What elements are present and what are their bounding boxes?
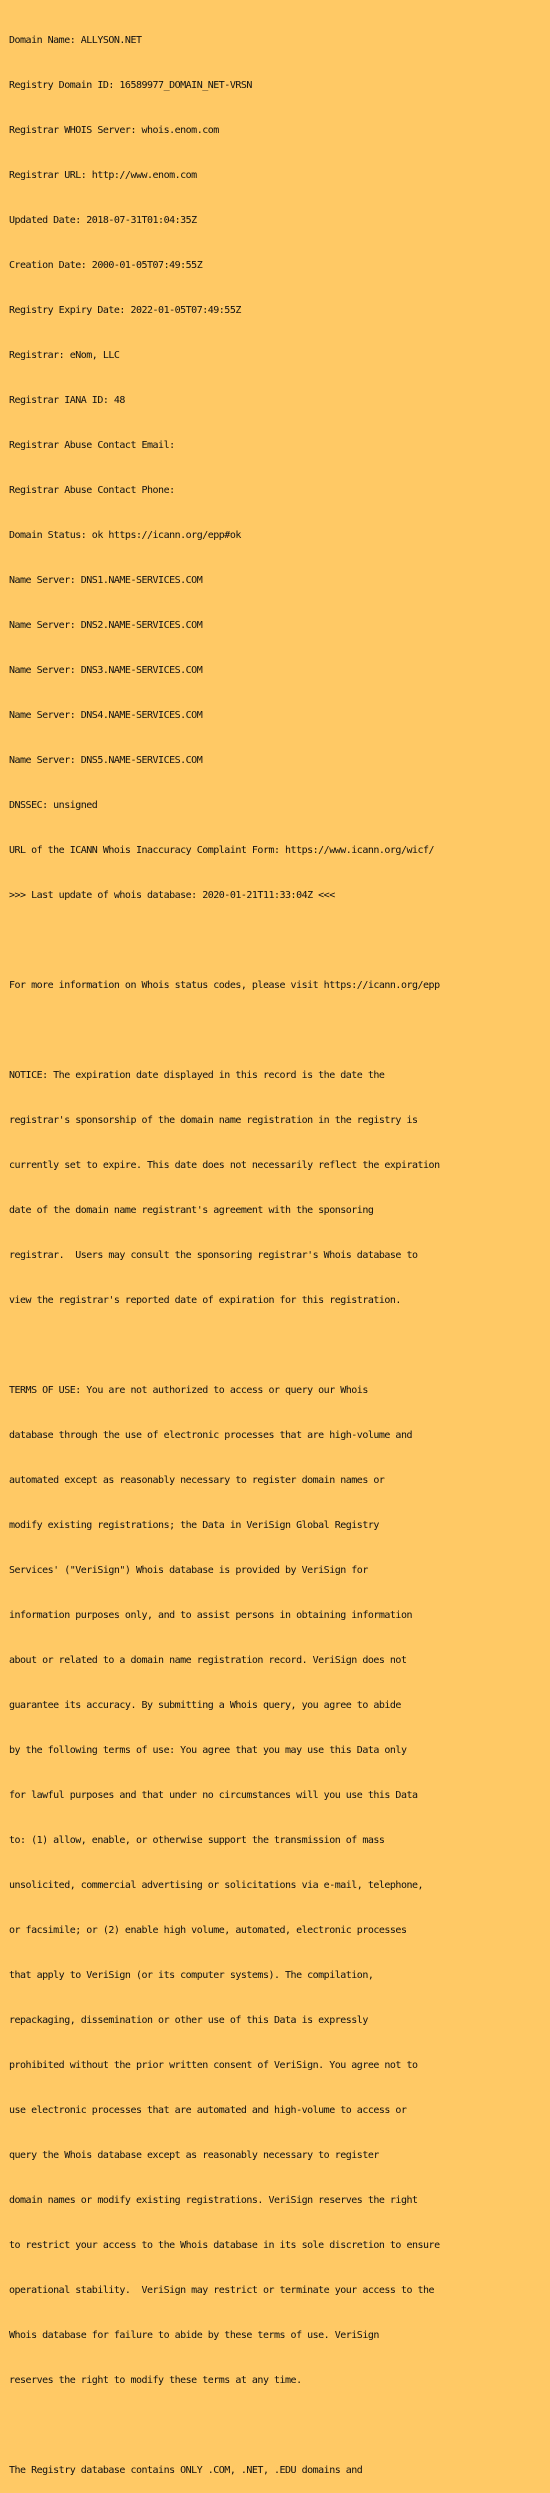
terms-of-use-line: that apply to VeriSign (or its computer systems). The compilation, [9, 1970, 374, 1981]
terms-of-use-line: reserves the right to modify these terms at any time. [9, 2375, 302, 2386]
terms-of-use-line: use electronic processes that are automated and high-volume to access or [9, 2105, 407, 2116]
registry-expiry-date-line: Registry Expiry Date: 2022-01-05T07:49:55Z [9, 305, 241, 316]
terms-of-use-line: modify existing registrations; the Data in VeriSign Global Registry [9, 1520, 379, 1531]
name-server-line: Name Server: DNS4.NAME-SERVICES.COM [9, 710, 203, 721]
creation-date-line: Creation Date: 2000-01-05T07:49:55Z [9, 260, 203, 271]
terms-of-use-line: to: (1) allow, enable, or otherwise support the transmission of mass [9, 1835, 385, 1846]
name-server-line: Name Server: DNS1.NAME-SERVICES.COM [9, 575, 203, 586]
updated-date-line: Updated Date: 2018-07-31T01:04:35Z [9, 215, 197, 226]
registrar-whois-server-line: Registrar WHOIS Server: whois.enom.com [9, 125, 219, 136]
blank-line [9, 1338, 550, 1353]
terms-of-use-line: operational stability. VeriSign may restrict or terminate your access to the [9, 2285, 435, 2296]
terms-of-use-line: about or related to a domain name registration record. VeriSign does not [9, 1655, 407, 1666]
terms-of-use-line: repackaging, dissemination or other use of this Data is expressly [9, 2015, 368, 2026]
status-codes-info-line: For more information on Whois status codes, please visit https://icann.org/epp [9, 980, 440, 991]
notice-line: currently set to expire. This date does not necessarily reflect the expiration [9, 1160, 440, 1171]
notice-line: date of the domain name registrant's agreement with the sponsoring [9, 1205, 374, 1216]
notice-line: registrar. Users may consult the sponsoring registrar's Whois database to [9, 1250, 418, 1261]
domain-name-line: Domain Name: ALLYSON.NET [9, 35, 142, 46]
terms-of-use-line: prohibited without the prior written consent of VeriSign. You agree not to [9, 2060, 418, 2071]
terms-of-use-line: TERMS OF USE: You are not authorized to access or query our Whois [9, 1385, 368, 1396]
registry-database-line: The Registry database contains ONLY .COM, .NET, .EDU domains and [9, 2465, 363, 2476]
registry-domain-id-line: Registry Domain ID: 16589977_DOMAIN_NET-VRSN [9, 80, 252, 91]
blank-line [9, 933, 550, 948]
terms-of-use-line: database through the use of electronic processes that are high-volume and [9, 1430, 412, 1441]
name-server-line: Name Server: DNS2.NAME-SERVICES.COM [9, 620, 203, 631]
blank-line [9, 1023, 550, 1038]
dnssec-line: DNSSEC: unsigned [9, 800, 98, 811]
terms-of-use-line: domain names or modify existing registrations. VeriSign reserves the right [9, 2195, 418, 2206]
terms-of-use-line: to restrict your access to the Whois database in its sole discretion to ensure [9, 2240, 440, 2251]
registrar-url-line: Registrar URL: http://www.enom.com [9, 170, 197, 181]
terms-of-use-line: guarantee its accuracy. By submitting a Whois query, you agree to abide [9, 1700, 401, 1711]
terms-of-use-line: or facsimile; or (2) enable high volume, automated, electronic processes [9, 1925, 407, 1936]
abuse-contact-email-line: Registrar Abuse Contact Email: [9, 440, 175, 451]
notice-line: view the registrar's reported date of expiration for this registration. [9, 1295, 401, 1306]
registrar-iana-id-line: Registrar IANA ID: 48 [9, 395, 125, 406]
terms-of-use-line: automated except as reasonably necessary to register domain names or [9, 1475, 385, 1486]
domain-status-line: Domain Status: ok https://icann.org/epp#ok [9, 530, 241, 541]
icann-complaint-form-line: URL of the ICANN Whois Inaccuracy Complaint Form: https://www.icann.org/wicf/ [9, 845, 435, 856]
name-server-line: Name Server: DNS5.NAME-SERVICES.COM [9, 755, 203, 766]
terms-of-use-line: by the following terms of use: You agree that you may use this Data only [9, 1745, 407, 1756]
abuse-contact-phone-line: Registrar Abuse Contact Phone: [9, 485, 175, 496]
terms-of-use-line: query the Whois database except as reasonably necessary to register [9, 2150, 379, 2161]
terms-of-use-line: unsolicited, commercial advertising or solicitations via e-mail, telephone, [9, 1880, 424, 1891]
terms-of-use-line: for lawful purposes and that under no circumstances will you use this Data [9, 1790, 418, 1801]
registrar-line: Registrar: eNom, LLC [9, 350, 120, 361]
notice-line: NOTICE: The expiration date displayed in this record is the date the [9, 1070, 385, 1081]
name-server-line: Name Server: DNS3.NAME-SERVICES.COM [9, 665, 203, 676]
terms-of-use-line: Services' ("VeriSign") Whois database is provided by VeriSign for [9, 1565, 368, 1576]
terms-of-use-line: information purposes only, and to assist persons in obtaining information [9, 1610, 412, 1621]
terms-of-use-line: Whois database for failure to abide by these terms of use. VeriSign [9, 2330, 379, 2341]
notice-line: registrar's sponsorship of the domain name registration in the registry is [9, 1115, 418, 1126]
last-update-line: >>> Last update of whois database: 2020-01-21T11:33:04Z <<< [9, 890, 335, 901]
blank-line [9, 2418, 550, 2433]
